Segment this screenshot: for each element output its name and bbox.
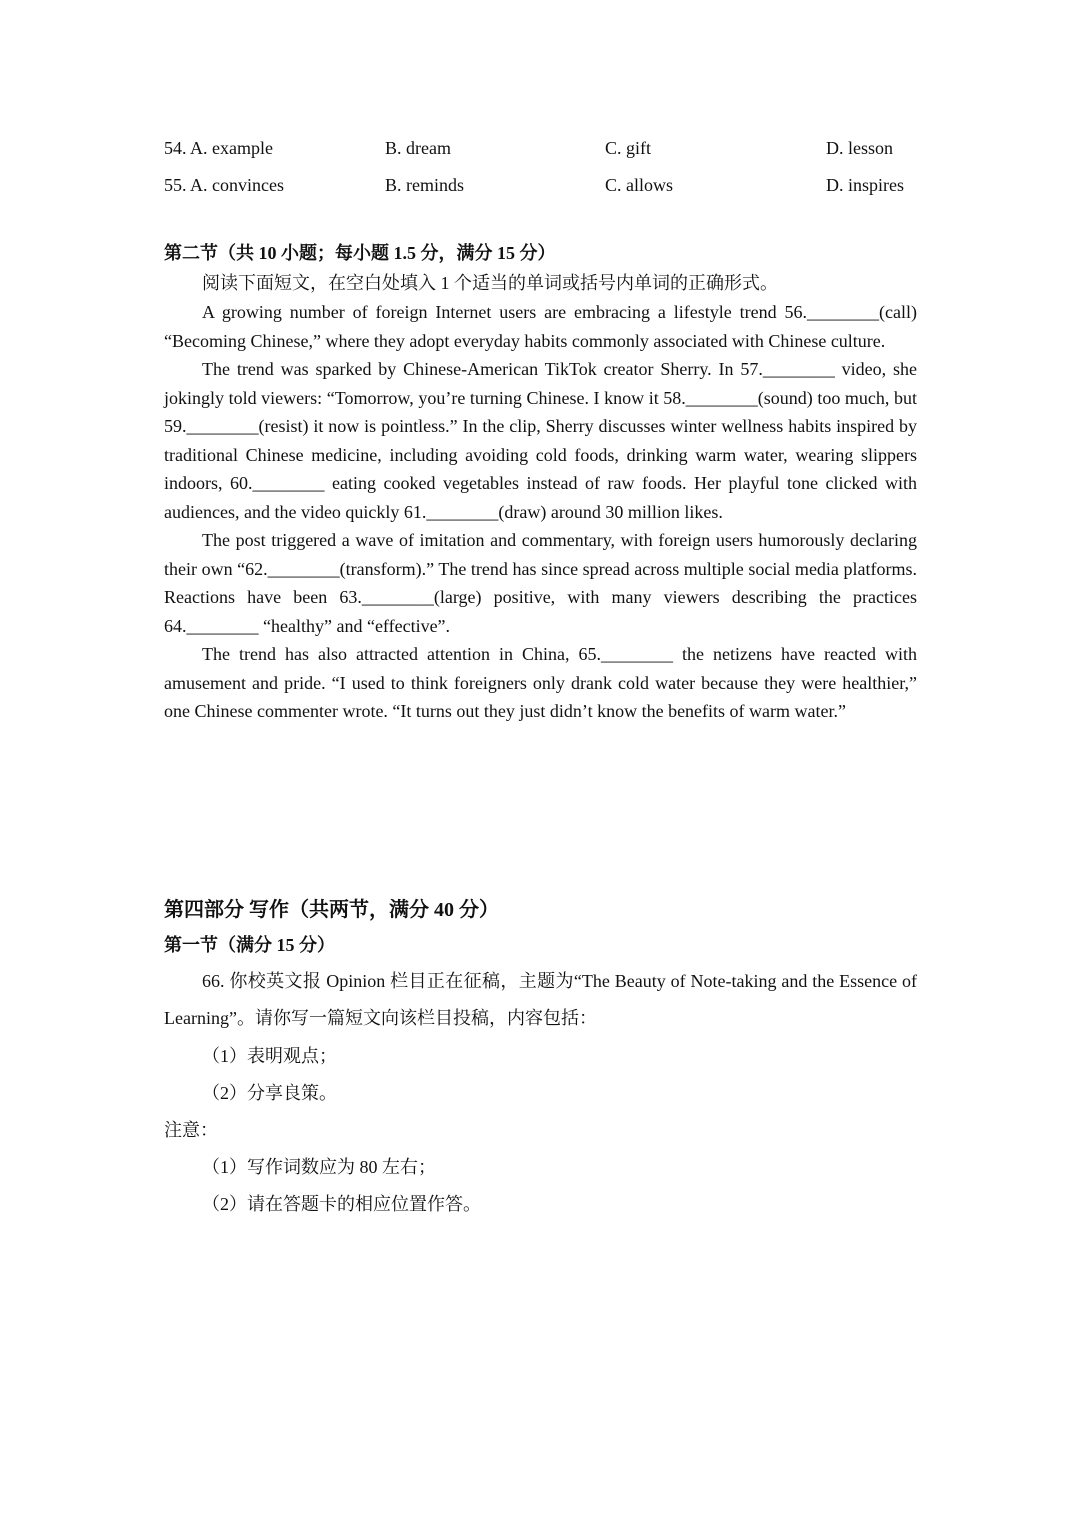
mcq-row-55	[164, 175, 917, 205]
passage-paragraph: The trend was sparked by Chinese-American TikTok creator Sherry. In 57.________ video, she jokingly told viewers: “Tomorrow, you’re turning Chinese. I know it 58.________(sound) too much, but 59.________(resist) it now is pointless.” In the clip, Sherry discusses winter wellness habits inspired by traditional Chinese medicine, including avoiding cold foods, drinking warm water, wearing slippers indoors, 60.________ eating cooked vegetables instead of raw foods. Her playful tone clicked with audiences, and the video quickly 61.________(draw) around 30 million likes.	[164, 359, 917, 522]
content-item: （2）分享良策。	[202, 1083, 337, 1103]
writing-prompt	[164, 963, 917, 1037]
passage-paragraph: The trend has also attracted attention in China, 65.________ the netizens have reacted with amusement and pride. “I used to think foreigners only drank cold water because they were healthier,” one Chinese commenter wrote. “It turns out they just didn’t know the benefits of warm water.”	[164, 644, 917, 721]
option-b: B. reminds	[385, 175, 464, 195]
passage-paragraph: The post triggered a wave of imitation and commentary, with foreign users humorously declaring their own “62.________(transform).” The trend has since spread across multiple social media platforms. Reactions have been 63.________(large) positive, with many viewers describing the practices 64.________ “healthy” and “effective”.	[164, 530, 917, 636]
note-item: （2）请在答题卡的相应位置作答。	[202, 1194, 481, 1214]
mcq-row-54	[164, 138, 917, 168]
option-a: 54. A. example	[164, 138, 273, 158]
option-b: B. dream	[385, 138, 451, 158]
writing-prompt-text: 66. 你校英文报 Opinion 栏目正在征稿，主题为“The Beauty of Note-taking and the Essence of Learning”。请你写一篇短文向该栏目投稿，内容包括：	[164, 971, 917, 1028]
option-d: D. inspires	[826, 175, 904, 195]
content-item: （1）表明观点；	[202, 1046, 337, 1066]
part4-section1-heading: 第一节（满分 15 分）	[164, 935, 335, 955]
section2-heading: 第二节（共 10 小题；每小题 1.5 分，满分 15 分）	[164, 243, 556, 263]
passage-paragraph: A growing number of foreign Internet users are embracing a lifestyle trend 56.________(call) “Becoming Chinese,” where they adopt everyday habits commonly associated with Chinese culture.	[164, 302, 917, 351]
option-d: D. lesson	[826, 138, 893, 158]
option-c: C. gift	[605, 138, 652, 158]
part4-heading: 第四部分 写作（共两节，满分 40 分）	[164, 899, 499, 921]
cloze-passage	[164, 298, 917, 726]
note-item: （1）写作词数应为 80 左右；	[202, 1157, 436, 1177]
option-c: C. allows	[605, 175, 674, 195]
section2-instruction: 阅读下面短文，在空白处填入 1 个适当的单词或括号内单词的正确形式。	[202, 273, 778, 293]
note-label: 注意：	[164, 1120, 218, 1140]
option-a: 55. A. convinces	[164, 175, 284, 195]
